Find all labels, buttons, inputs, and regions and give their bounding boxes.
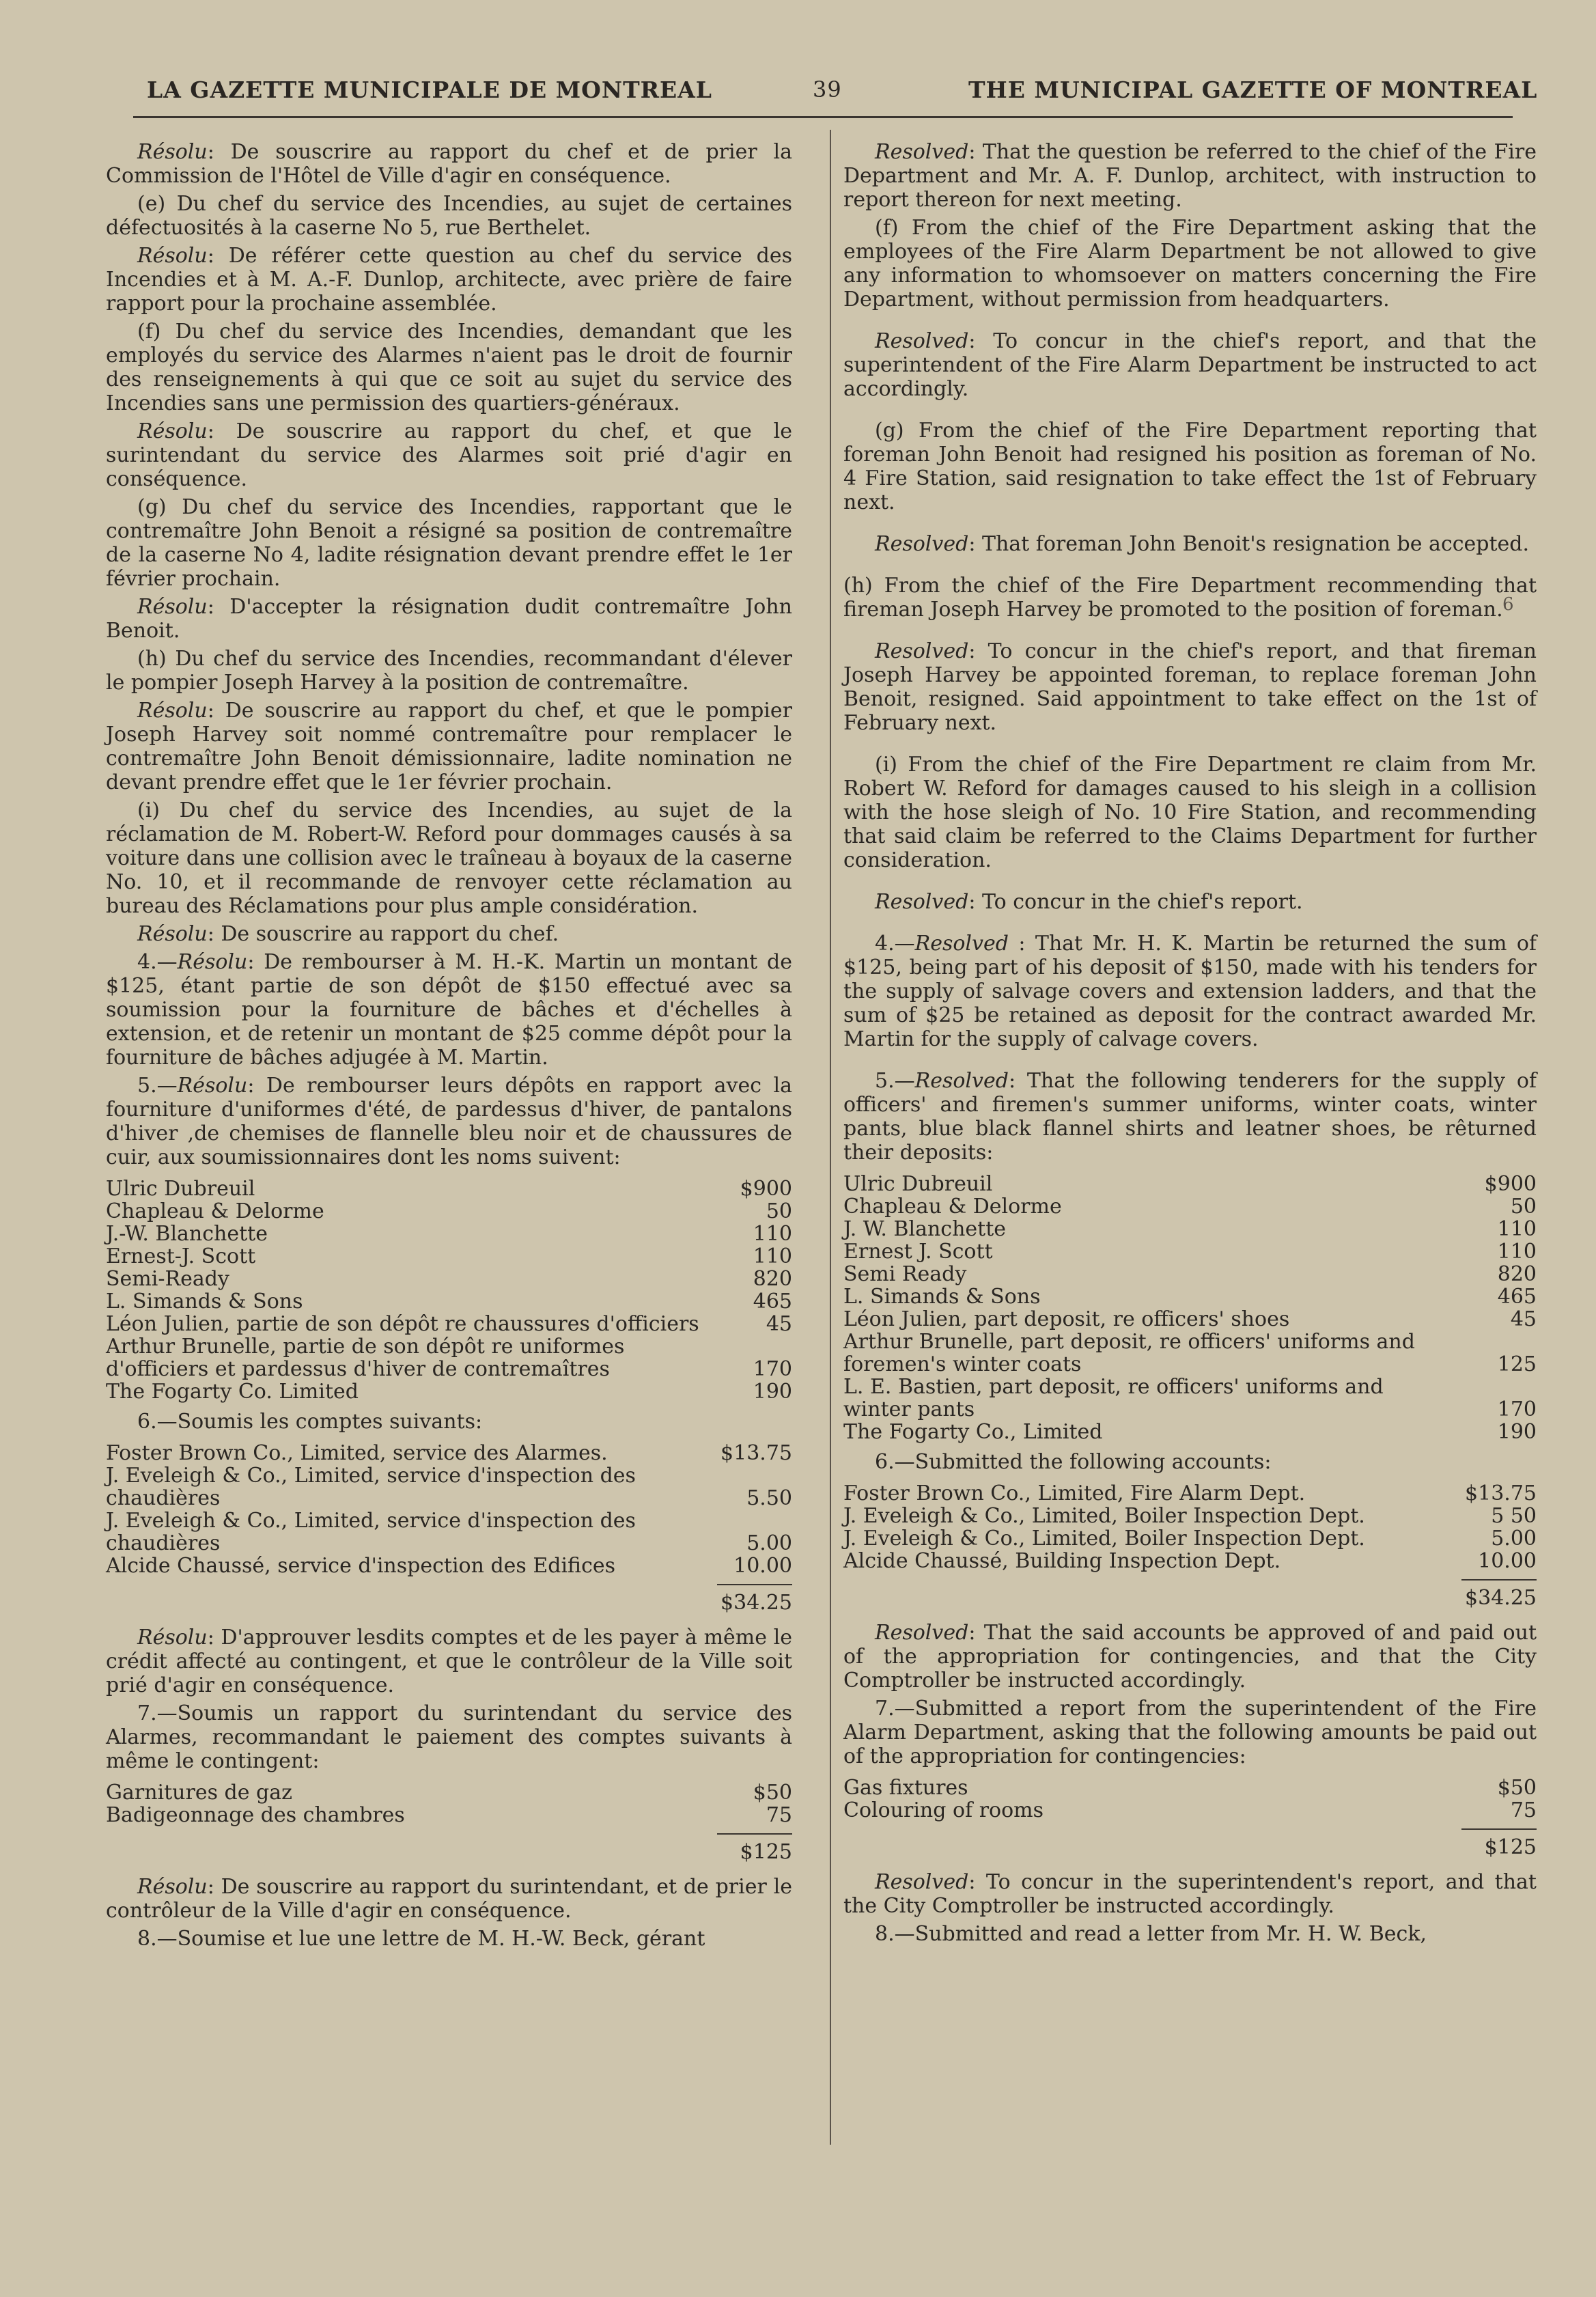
paragraph: Resolved: That the question be referred to the chief of the Fire Department and Mr. A. F. Dunlop, architect, with instruction to report thereon for next meeting. bbox=[843, 140, 1537, 212]
table-row bbox=[843, 1308, 1537, 1331]
contingent-name: Badigeonnage des chambres bbox=[106, 1803, 405, 1827]
deposit-amount: 110 bbox=[1497, 1240, 1537, 1264]
table-row bbox=[843, 1799, 1537, 1822]
account-name: J. Eveleigh & Co., Limited, service d'inspection des chaudières bbox=[106, 1509, 636, 1555]
deposit-name: Ernest J. Scott bbox=[843, 1240, 993, 1264]
table-row bbox=[106, 1804, 792, 1826]
paragraph: (g) From the chief of the Fire Department reporting that foreman John Benoit had resigned his position as foreman of No. 4 Fire Station, said resignation to take effect the 1st of February next. bbox=[843, 419, 1537, 514]
table-row bbox=[843, 1195, 1537, 1218]
paragraph: Resolved: That the said accounts be approved of and paid out of the appropriation for contingencies, and that the City Comptroller be instructed accordingly. bbox=[843, 1621, 1537, 1693]
deposit-amount: 110 bbox=[753, 1244, 792, 1268]
deposit-name: Semi Ready bbox=[843, 1262, 967, 1286]
table-row bbox=[106, 1555, 792, 1577]
account-amount: 5 50 bbox=[1491, 1504, 1537, 1528]
deposit-amount: 125 bbox=[1497, 1352, 1537, 1376]
contingent-total: $125 bbox=[106, 1833, 792, 1864]
paragraph: (f) Du chef du service des Incendies, demandant que les employés du service des Alarmes n'aient pas le droit de fournir des renseignements à qui que ce soit au sujet du service des Incendies sans une permission des quartiers-généraux. bbox=[106, 320, 792, 415]
deposit-amount: 190 bbox=[753, 1380, 792, 1404]
deposit-amount: 50 bbox=[1510, 1195, 1537, 1219]
deposit-name: Semi-Ready bbox=[106, 1267, 229, 1291]
paragraph: Résolu: D'accepter la résignation dudit contremaître John Benoit. bbox=[106, 595, 792, 643]
deposit-amount: $900 bbox=[1484, 1172, 1537, 1196]
paragraph: Résolu: De souscrire au rapport du chef, et que le surintendant du service des Alarmes soit prié d'agir en conséquence. bbox=[106, 419, 792, 491]
deposit-amount: 110 bbox=[753, 1222, 792, 1246]
header-english-title: THE MUNICIPAL GAZETTE OF MONTREAL bbox=[968, 76, 1538, 103]
paragraph: Resolved: To concur in the chief's report, and that the superintendent of the Fire Alarm Department be instructed to act accordingly. bbox=[843, 329, 1537, 401]
account-amount: $13.75 bbox=[1465, 1481, 1537, 1505]
margin-mark: 6 bbox=[1502, 594, 1514, 615]
deposit-name: L. Simands & Sons bbox=[106, 1290, 303, 1313]
table-row bbox=[843, 1218, 1537, 1240]
account-name: J. Eveleigh & Co., Limited, service d'inspection des chaudières bbox=[106, 1464, 636, 1510]
deposit-amount: 820 bbox=[753, 1267, 792, 1291]
deposit-amount: 45 bbox=[1510, 1307, 1537, 1331]
deposit-amount: 110 bbox=[1497, 1217, 1537, 1241]
account-name: Alcide Chaussé, service d'inspection des Edifices bbox=[106, 1554, 616, 1578]
deposit-name: The Fogarty Co., Limited bbox=[843, 1420, 1103, 1444]
table-row bbox=[106, 1509, 792, 1555]
deposit-name: J. W. Blanchette bbox=[843, 1217, 1007, 1241]
paragraph: Resolved: To concur in the superintendent's report, and that the City Comptroller be instructed accordingly. bbox=[843, 1870, 1537, 1918]
paragraph: 5.—Resolved: That the following tenderers for the supply of officers' and firemen's summer uniforms, winter coats, winter pants, blue black flannel shirts and leatner shoes, be rêturned their deposits: bbox=[843, 1069, 1537, 1165]
table-row bbox=[843, 1376, 1537, 1421]
table-row bbox=[106, 1223, 792, 1245]
deposit-amount: 465 bbox=[753, 1290, 792, 1313]
account-amount: 5.00 bbox=[1491, 1527, 1537, 1550]
paragraph: Resolved: To concur in the chief's report, and that fireman Joseph Harvey be appointed foreman, to replace foreman John Benoit, resigned. Said appointment to take effect on the 1st of February next. bbox=[843, 639, 1537, 735]
paragraph: Résolu: De référer cette question au chef du service des Incendies et à M. A.-F. Dunlop, architecte, avec prière de faire rapport pour la prochaine assemblée. bbox=[106, 244, 792, 316]
french-column bbox=[106, 140, 792, 1955]
paragraph: Résolu: De souscrire au rapport du surintendant, et de prier le contrôleur de la Ville d'agir en conséquence. bbox=[106, 1875, 792, 1923]
deposits-table bbox=[843, 1173, 1537, 1443]
contingent-amount: 75 bbox=[1510, 1798, 1537, 1822]
deposit-name: Léon Julien, part deposit, re officers' shoes bbox=[843, 1307, 1290, 1331]
paragraph: (h) From the chief of the Fire Department recommending that fireman Joseph Harvey be promoted to the position of foreman. bbox=[843, 574, 1537, 622]
table-row bbox=[843, 1777, 1537, 1799]
deposit-name: Ernest-J. Scott bbox=[106, 1244, 256, 1268]
paragraph: 7.—Submitted a report from the superintendent of the Fire Alarm Department, asking that the following amounts be paid out of the appropriation for contingencies: bbox=[843, 1697, 1537, 1768]
table-row bbox=[106, 1380, 792, 1403]
deposit-name: Ulric Dubreuil bbox=[843, 1172, 993, 1196]
contingent-amount: $50 bbox=[753, 1781, 792, 1805]
table-row bbox=[106, 1335, 792, 1380]
english-column bbox=[843, 140, 1537, 1950]
deposit-amount: 170 bbox=[1497, 1397, 1537, 1421]
deposits-table bbox=[106, 1178, 792, 1403]
column-divider bbox=[830, 130, 831, 2145]
deposit-name: J.-W. Blanchette bbox=[106, 1222, 268, 1246]
paragraph: 7.—Soumis un rapport du surintendant du service des Alarmes, recommandant le paiement des comptes suivants à même le contingent: bbox=[106, 1701, 792, 1773]
table-row bbox=[106, 1245, 792, 1268]
paragraph: Résolu: De souscrire au rapport du chef et de prier la Commission de l'Hôtel de Ville d'agir en conséquence. bbox=[106, 140, 792, 188]
deposit-amount: 190 bbox=[1497, 1420, 1537, 1444]
paragraph: Résolu: De souscrire au rapport du chef. bbox=[137, 922, 559, 946]
deposit-name: The Fogarty Co. Limited bbox=[106, 1380, 359, 1404]
deposit-amount: 50 bbox=[766, 1199, 792, 1223]
paragraph: 6.—Soumis les comptes suivants: bbox=[137, 1410, 483, 1434]
paragraph: 4.—Resolved : That Mr. H. K. Martin be returned the sum of $125, being part of his deposit of $150, made with his tenders for the supply of salvage covers and extension ladders, and that the sum of $25 be retained as deposit for the contract awarded Mr. Martin for the supply of calvage covers. bbox=[843, 932, 1537, 1051]
table-row bbox=[106, 1313, 792, 1335]
table-row bbox=[843, 1527, 1537, 1550]
accounts-total: $34.25 bbox=[843, 1579, 1537, 1610]
paragraph: (g) Du chef du service des Incendies, rapportant que le contremaître John Benoit a résigné sa position de contremaître de la caserne No 4, ladite résignation devant prendre effet le 1er février prochain. bbox=[106, 495, 792, 591]
deposit-name: Arthur Brunelle, partie de son dépôt re uniformes d'officiers et pardessus d'hiver de contremaîtres bbox=[106, 1335, 625, 1381]
account-amount: 10.00 bbox=[1478, 1549, 1537, 1573]
paragraph: Résolu: De souscrire au rapport du chef, et que le pompier Joseph Harvey soit nommé contremaître pour remplacer le contremaître John Benoit démissionnaire, ladite nomination ne devant prendre effet que le 1er février prochain. bbox=[106, 699, 792, 794]
contingent-table bbox=[843, 1777, 1537, 1822]
paragraph: Resolved: That foreman John Benoit's resignation be accepted. bbox=[875, 532, 1530, 556]
account-name: Foster Brown Co., Limited, service des Alarmes. bbox=[106, 1441, 608, 1465]
deposit-name: L. Simands & Sons bbox=[843, 1285, 1041, 1309]
account-name: Foster Brown Co., Limited, Fire Alarm Dept. bbox=[843, 1481, 1306, 1505]
deposit-amount: $900 bbox=[740, 1177, 792, 1201]
deposit-name: Chapleau & Delorme bbox=[843, 1195, 1062, 1219]
contingent-amount: $50 bbox=[1497, 1776, 1537, 1800]
table-row bbox=[106, 1178, 792, 1200]
header-rule bbox=[133, 116, 1513, 118]
paragraph: (h) Du chef du service des Incendies, recommandant d'élever le pompier Joseph Harvey à la position de contremaître. bbox=[106, 647, 792, 695]
paragraph: 6.—Submitted the following accounts: bbox=[875, 1450, 1272, 1474]
page-number: 39 bbox=[813, 76, 842, 102]
table-row bbox=[106, 1442, 792, 1464]
deposit-name: L. E. Bastien, part deposit, re officers' uniforms and winter pants bbox=[843, 1375, 1384, 1421]
table-row bbox=[843, 1550, 1537, 1572]
paragraph: Résolu: D'approuver lesdits comptes et de les payer à même le crédit affecté au contingent, et que le contrôleur de la Ville soit prié d'agir en conséquence. bbox=[106, 1626, 792, 1697]
contingent-name: Gas fixtures bbox=[843, 1776, 968, 1800]
table-row bbox=[843, 1240, 1537, 1263]
contingent-name: Garnitures de gaz bbox=[106, 1781, 292, 1805]
account-name: Alcide Chaussé, Building Inspection Dept. bbox=[843, 1549, 1281, 1573]
accounts-total: $34.25 bbox=[106, 1584, 792, 1615]
table-row bbox=[843, 1482, 1537, 1505]
table-row bbox=[106, 1781, 792, 1804]
paragraph: (i) From the chief of the Fire Department re claim from Mr. Robert W. Reford for damages caused to his sleigh in a collision with the hose sleigh of No. 10 Fire Station, and recommending that said claim be referred to the Claims Department for further consideration. bbox=[843, 753, 1537, 872]
table-row bbox=[106, 1268, 792, 1290]
table-row bbox=[843, 1173, 1537, 1195]
deposit-amount: 45 bbox=[766, 1312, 792, 1336]
account-amount: $13.75 bbox=[720, 1441, 792, 1465]
paragraph: (e) Du chef du service des Incendies, au sujet de certaines défectuosités à la caserne No 5, rue Berthelet. bbox=[106, 192, 792, 240]
deposit-name: Ulric Dubreuil bbox=[106, 1177, 255, 1201]
deposit-name: Arthur Brunelle, part deposit, re officers' uniforms and foremen's winter coats bbox=[843, 1330, 1415, 1376]
paragraph: 4.—Résolu: De rembourser à M. H.-K. Martin un montant de $125, étant partie de son dépôt de $150 effectué avec sa soumission pour la fourniture de bâches et d'échelles à extension, et de retenir un montant de $25 comme dépôt pour la fourniture de bâches adjugée à M. Martin. bbox=[106, 950, 792, 1070]
contingent-amount: 75 bbox=[766, 1803, 792, 1827]
paragraph: 8.—Submitted and read a letter from Mr. H. W. Beck, bbox=[875, 1922, 1427, 1946]
header-french-title: LA GAZETTE MUNICIPALE DE MONTREAL bbox=[147, 76, 713, 103]
account-amount: 5.50 bbox=[746, 1486, 792, 1510]
table-row bbox=[843, 1263, 1537, 1285]
paragraph: Resolved: To concur in the chief's report. bbox=[875, 890, 1303, 914]
contingent-total: $125 bbox=[843, 1828, 1537, 1859]
deposit-name: Chapleau & Delorme bbox=[106, 1199, 324, 1223]
deposit-name: Léon Julien, partie de son dépôt re chaussures d'officiers bbox=[106, 1312, 699, 1336]
deposit-amount: 820 bbox=[1497, 1262, 1537, 1286]
table-row bbox=[106, 1290, 792, 1313]
contingent-table bbox=[106, 1781, 792, 1826]
paragraph: (i) Du chef du service des Incendies, au sujet de la réclamation de M. Robert-W. Reford pour dommages causés à sa voiture dans une collision avec le traîneau à boyaux de la caserne No. 10, et il recommande de renvoyer cette réclamation au bureau des Réclamations pour plus ample considération. bbox=[106, 798, 792, 918]
accounts-table bbox=[106, 1442, 792, 1577]
account-amount: 10.00 bbox=[733, 1554, 792, 1578]
table-row bbox=[106, 1200, 792, 1223]
contingent-name: Colouring of rooms bbox=[843, 1798, 1044, 1822]
paragraph: 8.—Soumise et lue une lettre de M. H.-W. Beck, gérant bbox=[137, 1927, 705, 1951]
table-row bbox=[843, 1285, 1537, 1308]
paragraph: (f) From the chief of the Fire Department asking that the employees of the Fire Alarm Department be not allowed to give any information to whomsoever on matters concerning the Fire Department, without permission from headquarters. bbox=[843, 216, 1537, 311]
account-name: J. Eveleigh & Co., Limited, Boiler Inspection Dept. bbox=[843, 1527, 1365, 1550]
table-row bbox=[843, 1421, 1537, 1443]
deposit-amount: 465 bbox=[1497, 1285, 1537, 1309]
table-row bbox=[843, 1331, 1537, 1376]
accounts-table bbox=[843, 1482, 1537, 1572]
account-amount: 5.00 bbox=[746, 1531, 792, 1555]
table-row bbox=[843, 1505, 1537, 1527]
paragraph: 5.—Résolu: De rembourser leurs dépôts en rapport avec la fourniture d'uniformes d'été, de pardessus d'hiver, de pantalons d'hiver ,de chemises de flannelle bleu noir et de chaussures de cuir, aux soumissionnaires dont les noms suivent: bbox=[106, 1074, 792, 1169]
deposit-amount: 170 bbox=[753, 1357, 792, 1381]
table-row bbox=[106, 1464, 792, 1509]
account-name: J. Eveleigh & Co., Limited, Boiler Inspection Dept. bbox=[843, 1504, 1365, 1528]
